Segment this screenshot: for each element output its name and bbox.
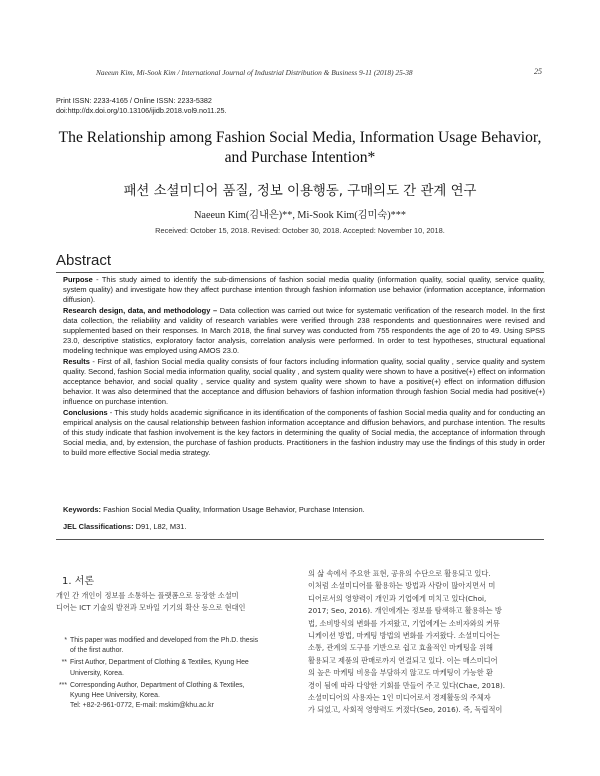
body-line: 니케이션 방법, 마케팅 방법의 변화를 가져왔다. 소셜미디어는 — [308, 631, 500, 641]
right-column-text — [308, 568, 544, 717]
jel-label: JEL Classifications: — [63, 522, 134, 531]
body-line: 2017; Seo, 2016). 개인에게는 정보를 탐색하고 활용하는 방 — [308, 606, 502, 616]
authors: Naeeun Kim(김내은)**, Mi-Sook Kim(김미숙)*** — [194, 210, 406, 221]
issn-line: Print ISSN: 2233-4165 / Online ISSN: 2233-5382 — [56, 96, 212, 105]
footnotes — [56, 636, 292, 711]
footnote-text — [70, 636, 292, 656]
purpose-text: - This study aimed to identify the sub-dimensions of fashion social media quality (information quality, social quality, service quality, system quality) and investigate how they affect purchase intention through fashion information use behavior (information acceptance, information diffusion). — [63, 275, 545, 305]
footnote — [56, 636, 292, 656]
conclusions-text: - This study holds academic significance in its identification of the components of fashion Social media quality and for conducting an empirical analysis on the causal relationship between fashion information acceptance and diffusion behaviors, and purchase intention. The results of this study indicate that fashion involvement is the key factors in determining the quality of Social media, the acceptance of information through Social media, and, by extension, the purchase of fashion products. Practitioners in the fashion industry may use the findings of this study in order to build more effective Social media strategy. — [63, 407, 545, 458]
jel-classifications — [63, 522, 545, 531]
abstract-bottom-rule — [56, 539, 544, 540]
abstract-top-rule — [56, 272, 544, 273]
keywords — [63, 505, 545, 514]
footnote-line: Kyung Hee University, Korea. — [70, 692, 160, 700]
body-line: 소통, 관계의 도구를 기반으로 쉽고 효율적인 마케팅을 위해 — [308, 643, 493, 653]
body-line: 소셜미디어의 사용자는 1인 미디어로서 경제활동의 주체자 — [308, 693, 491, 703]
design-text: Data collection was carried out twice for systematic verification of the research model. In the first data collection, the reliability and validity of research variables were verified through 238 respondents and questionnaires were revised and supplemented based on their responses. In March 2018, the final survey was conducted from 755 respondents the age of 20 to 49. Using SPSS 23.0, descriptive statistics, exploratory factor analysis, correlation analysis were performed. In order to test hypotheses, structural equational modeling technique was employed using AMOS 23.0. — [63, 305, 545, 356]
received-dates: Received: October 15, 2018. Revised: October 30, 2018. Accepted: November 10, 2018. — [155, 226, 445, 235]
results-label: Results — [63, 356, 90, 366]
results-text: - First of all, fashion Social media quality consists of four factors including information quality, social quality , service quality and system quality. Second, fashion Social media information quality, social quality , and system quality were shown to have a positive(+) effect on information acceptance behavior, and social quality , service quality and system quality were shown to have a positive(+) effect on information diffusion behavior. It was also determined that the acceptance and diffusion behaviors of fashion information through fashion Social media had positive(+) influence on purchase intention. — [63, 356, 545, 407]
body-line: 활용되고 제품의 판매로까지 연결되고 있다. 이는 매스미디어 — [308, 655, 498, 665]
body-line: 경이 됨에 따라 다양한 기회를 만들어 주고 있다(Chae, 2018). — [308, 680, 506, 690]
english-title-line-2: and Purchase Intention* — [224, 149, 376, 166]
body-line: 법, 소비방식의 변화를 가져왔고, 기업에게는 소비자와의 커뮤 — [308, 618, 500, 628]
section-heading-introduction: 1. 서론 — [62, 576, 95, 587]
english-title — [40, 128, 560, 168]
abstract-design — [63, 306, 545, 357]
issn-block — [56, 96, 227, 116]
abstract-purpose — [63, 275, 545, 306]
body-line: 의 삶 속에서 주요한 표현, 공유의 수단으로 활용되고 있다. — [308, 569, 491, 578]
footnote-line: First Author, Department of Clothing & Textiles, Kyung Hee — [70, 659, 249, 667]
footnote-mark: *** — [58, 681, 67, 689]
footnote-line: of the first author. — [70, 647, 124, 655]
footnote-text — [70, 658, 292, 678]
footnote-line: This paper was modified and developed from the Ph.D. thesis — [70, 637, 259, 644]
abstract-results — [63, 357, 545, 408]
footnote-mark: * — [64, 637, 67, 644]
jel-text: D91, L82, M31. — [133, 522, 187, 531]
page-number: 25 — [534, 67, 542, 76]
keywords-text: Fashion Social Media Quality, Information Usage Behavior, Purchase Intension. — [101, 505, 365, 514]
left-column-text — [56, 590, 292, 615]
footnote — [56, 681, 292, 712]
conclusions-label: Conclusions — [63, 407, 108, 417]
body-line: 의 높은 마케팅 비용을 부담하지 않고도 마케팅이 가능한 환 — [308, 668, 493, 678]
footnote — [56, 658, 292, 678]
english-title-line-1: The Relationship among Fashion Social Media, Information Usage Behavior, — [58, 129, 542, 146]
doi-line: doi:http://dx.doi.org/10.13106/ijidb.2018.vol9.no11.25. — [56, 106, 227, 115]
body-line: 가 되었고, 사회적 영향력도 커졌다(Seo, 2016). 즉, 독립적이 — [308, 705, 503, 715]
footnote-line: University, Korea. — [70, 669, 124, 677]
running-head: Naeeun Kim, Mi-Sook Kim / International Journal of Industrial Distribution & Business 9-11 (2018) 25-38 — [96, 68, 413, 77]
purpose-label: Purpose — [63, 275, 93, 284]
abstract-conclusions — [63, 408, 545, 459]
abstract-heading: Abstract — [56, 252, 112, 269]
design-label: Research design, data, and methodology – — [63, 305, 218, 315]
body-line: 이처럼 소셜미디어를 활용하는 방법과 사람이 많아지면서 미 — [308, 581, 496, 591]
keywords-label: Keywords: — [63, 505, 102, 514]
body-line: 디어는 ICT 기술의 발전과 모바일 기기의 확산 등으로 현대인 — [56, 603, 246, 613]
abstract-body — [63, 275, 545, 459]
footnote-text — [70, 681, 292, 712]
footnote-line: Corresponding Author, Department of Clothing & Textiles, — [70, 681, 245, 689]
footnote-mark: ** — [61, 659, 67, 667]
footnote-line: Tel: +82-2-961-0772, E-mail: mskim@khu.ac.kr — [70, 702, 214, 710]
body-line: 개인 간 개인이 정보를 소통하는 플랫폼으로 등장한 소셜미 — [56, 591, 239, 600]
korean-title: 패션 소셜미디어 품질, 정보 이용행동, 구매의도 간 관계 연구 — [123, 184, 477, 199]
body-line: 디어로서의 영향력이 개인과 기업에게 미치고 있다(Choi, — [308, 593, 487, 603]
